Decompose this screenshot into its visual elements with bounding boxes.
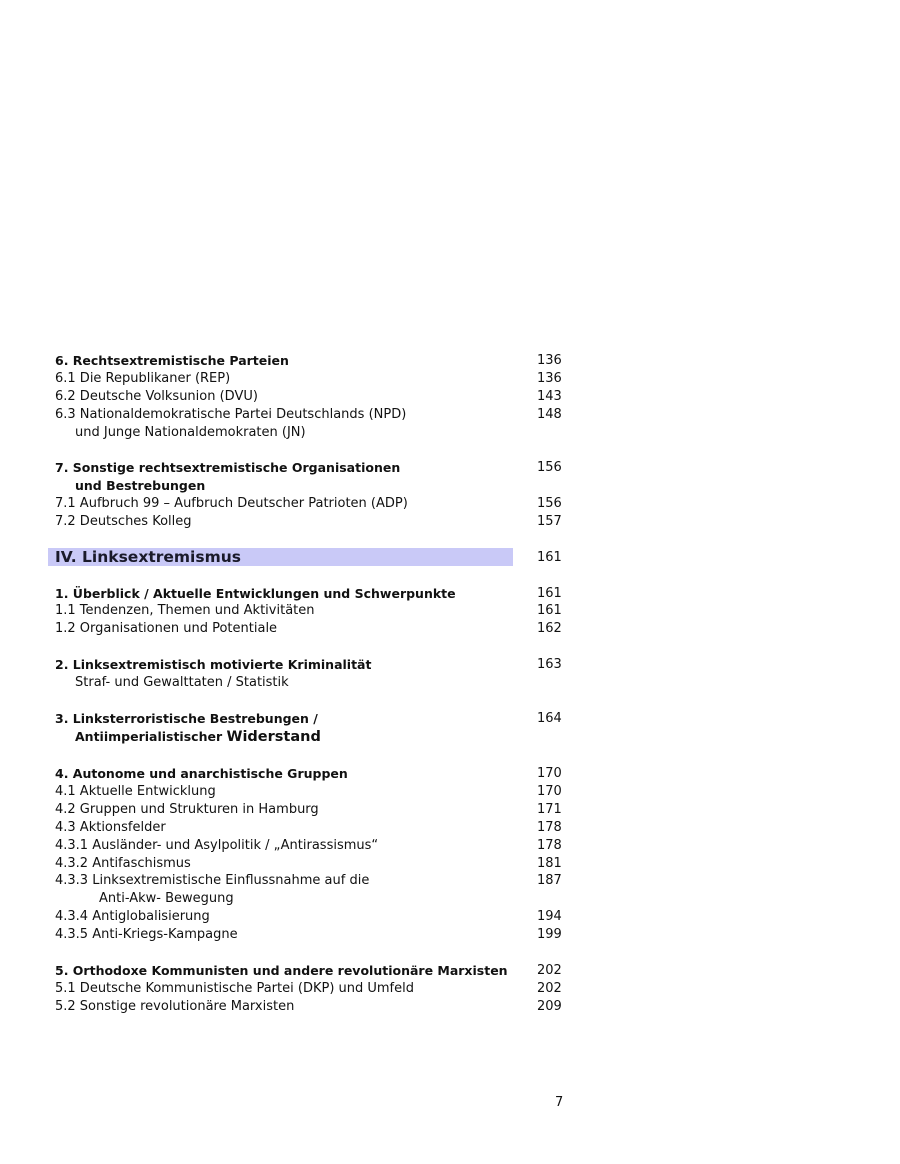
entry-title: 4.3.3 Linksextremistische Einflussnahme auf die	[55, 873, 370, 888]
toc-entry	[55, 370, 565, 388]
entry-title: 7.1 Aufbruch 99 – Aufbruch Deutscher Patrioten (ADP)	[55, 496, 408, 511]
entry-page: 170	[537, 766, 562, 781]
section-heading-page: 161	[537, 550, 562, 565]
entry-title: 5.1 Deutsche Kommunistische Partei (DKP) und Umfeld	[55, 981, 414, 996]
toc-entry	[55, 765, 565, 783]
page-number: 7	[555, 1095, 564, 1110]
toc-entry	[55, 837, 565, 855]
entry-title: 4.2 Gruppen und Strukturen in Hamburg	[55, 802, 319, 817]
entry-title: 4. Autonome und anarchistische Gruppen	[55, 766, 348, 781]
entry-title: 4.3.5 Anti-Kriegs-Kampagne	[55, 927, 238, 942]
entry-title-part: Antiimperialistischer	[75, 729, 227, 744]
entry-page: 136	[537, 371, 562, 386]
entry-page: 148	[537, 407, 562, 422]
toc-entry	[55, 620, 565, 638]
entry-title: 1.1 Tendenzen, Themen und Aktivitäten	[55, 603, 315, 618]
toc-entry	[55, 406, 565, 424]
entry-title: 6.2 Deutsche Volksunion (DVU)	[55, 389, 258, 404]
toc-entry	[55, 656, 565, 674]
entry-title: 4.1 Aktuelle Entwicklung	[55, 784, 216, 799]
entry-title: und Bestrebungen	[75, 478, 206, 493]
entry-page: 163	[537, 657, 562, 672]
entry-title: 7.2 Deutsches Kolleg	[55, 514, 192, 529]
entry-title-part-large: Widerstand	[226, 729, 321, 745]
entry-title: 2. Linksextremistisch motivierte Kriminalität	[55, 657, 372, 672]
entry-title: 1.2 Organisationen und Potentiale	[55, 621, 278, 636]
entry-page: 161	[537, 603, 562, 618]
entry-title: 5. Orthodoxe Kommunisten und andere revolutionäre Marxisten	[55, 963, 508, 978]
toc-entry	[55, 801, 565, 819]
entry-title: 4.3 Aktionsfelder	[55, 820, 166, 835]
entry-page: 199	[537, 927, 562, 942]
toc-entry	[55, 908, 565, 926]
entry-title	[75, 728, 321, 746]
entry-title: 4.3.4 Antiglobalisierung	[55, 909, 210, 924]
entry-page: 170	[537, 784, 562, 799]
toc-entry	[55, 819, 565, 837]
entry-title: 4.3.1 Ausländer- und Asylpolitik / „Antirassismus“	[55, 838, 379, 853]
entry-page: 143	[537, 389, 562, 404]
section-heading: IV. Linksextremismus	[55, 548, 241, 566]
entry-page: 178	[537, 838, 562, 853]
entry-page: 156	[537, 496, 562, 511]
entry-page: 157	[537, 514, 562, 529]
toc-entry	[55, 855, 565, 873]
entry-title: 5.2 Sonstige revolutionäre Marxisten	[55, 999, 295, 1014]
entry-title: 1. Überblick / Aktuelle Entwicklungen und Schwerpunkte	[55, 586, 456, 601]
toc-entry	[55, 962, 565, 980]
entry-title: 6.3 Nationaldemokratische Partei Deutschlands (NPD)	[55, 407, 407, 422]
entry-page: 164	[537, 711, 562, 726]
toc-entry	[55, 998, 565, 1016]
entry-page: 161	[537, 586, 562, 601]
toc-entry	[55, 710, 565, 728]
toc-entry	[55, 459, 565, 477]
entry-title: 3. Linksterroristische Bestrebungen /	[55, 711, 318, 726]
entry-title: 6.1 Die Republikaner (REP)	[55, 371, 231, 386]
toc-entry	[55, 388, 565, 406]
entry-page: 136	[537, 353, 562, 368]
toc-entry	[55, 926, 565, 944]
toc-entry	[55, 352, 565, 370]
entry-title: Straf- und Gewalttaten / Statistik	[75, 675, 289, 690]
toc-entry-continuation	[55, 890, 565, 908]
toc-entry	[55, 602, 565, 620]
toc-entry	[55, 980, 565, 998]
toc-entry	[55, 495, 565, 513]
toc-entry-continuation	[55, 728, 565, 746]
entry-page: 178	[537, 820, 562, 835]
entry-title: 6. Rechtsextremistische Parteien	[55, 353, 289, 368]
entry-page: 202	[537, 981, 562, 996]
entry-page: 181	[537, 856, 562, 871]
entry-page: 156	[537, 460, 562, 475]
toc-entry	[55, 585, 565, 603]
entry-page: 209	[537, 999, 562, 1014]
toc-entry-continuation	[55, 674, 565, 692]
toc-entry	[55, 872, 565, 890]
entry-page: 162	[537, 621, 562, 636]
entry-title: Anti-Akw- Bewegung	[99, 891, 234, 906]
entry-title: 4.3.2 Antifaschismus	[55, 856, 191, 871]
toc-entry-continuation	[55, 477, 565, 495]
entry-page: 202	[537, 963, 562, 978]
entry-page: 194	[537, 909, 562, 924]
toc-entry-continuation	[55, 424, 565, 442]
entry-page: 187	[537, 873, 562, 888]
toc-entry	[55, 783, 565, 801]
entry-title: und Junge Nationaldemokraten (JN)	[75, 425, 306, 440]
entry-title: 7. Sonstige rechtsextremistische Organisationen	[55, 460, 401, 475]
entry-page: 171	[537, 802, 562, 817]
toc-entry	[55, 513, 565, 531]
